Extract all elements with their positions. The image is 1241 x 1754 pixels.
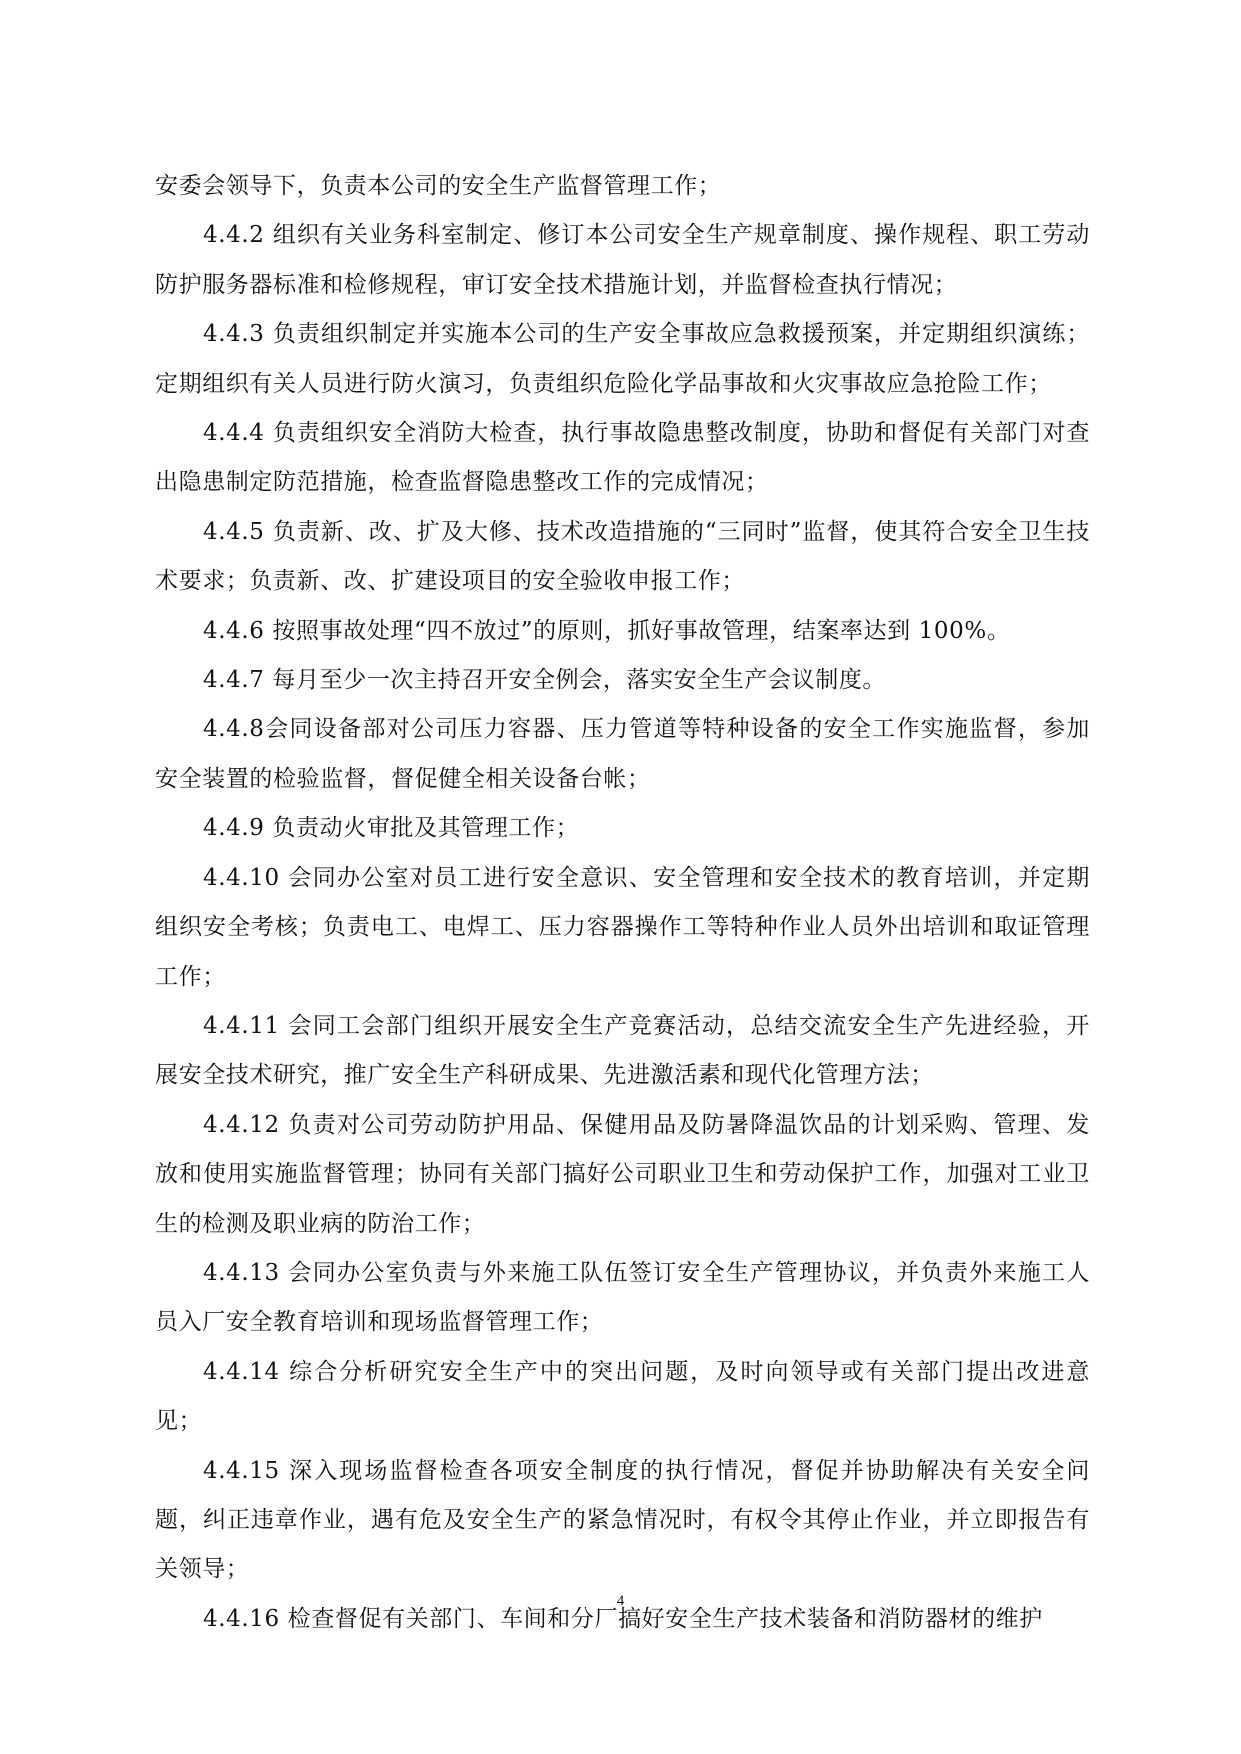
paragraph-4-4-6: 4.4.6 按照事故处理“四不放过”的原则，抓好事故管理，结案率达到 100%。 [203,617,1011,644]
paragraph-4-4-4: 4.4.4 负责组织安全消防大检查，执行事故隐患整改制度，协助和督促有关部门对查出隐患制定防范措施，检查监督隐患整改工作的完成情况； [155,420,1090,496]
paragraph-continuation: 安委会领导下，负责本公司的安全生产监督管理工作； [155,173,722,199]
document-body [155,162,1090,1644]
paragraph-4-4-15: 4.4.15 深入现场监督检查各项安全制度的执行情况，督促并协助解决有关安全问题，纠正违章作业，遇有危及安全生产的紧急情况时，有权令其停止作业，并立即报告有关领导； [155,1457,1090,1583]
paragraph-4-4-3: 4.4.3 负责组织制定并实施本公司的生产安全事故应急救援预案，并定期组织演练；定期组织有关人员进行防火演习，负责组织危险化学品事故和火灾事故应急抢险工作； [155,321,1090,397]
paragraph-4-4-16: 4.4.16 检查督促有关部门、车间和分厂搞好安全生产技术装备和消防器材的维护 [203,1605,1043,1632]
paragraph-4-4-8: 4.4.8会同设备部对公司压力容器、压力管道等特种设备的安全工作实施监督，参加安全装置的检验监督，督促健全相关设备台帐； [155,716,1090,792]
paragraph-4-4-14: 4.4.14 综合分析研究安全生产中的突出问题，及时向领导或有关部门提出改进意见； [155,1358,1090,1435]
paragraph-4-4-12: 4.4.12 负责对公司劳动防护用品、保健用品及防暑降温饮品的计划采购、管理、发放和使用实施监督管理；协同有关部门搞好公司职业卫生和劳动保护工作，加强对工业卫生的检测及职业病的防治工作； [155,1111,1090,1237]
paragraph-4-4-11: 4.4.11 会同工会部门组织开展安全生产竞赛活动，总结交流安全生产先进经验，开展安全技术研究，推广安全生产科研成果、先进激活素和现代化管理方法； [155,1012,1090,1089]
paragraph-4-4-10: 4.4.10 会同办公室对员工进行安全意识、安全管理和安全技术的教育培训，并定期组织安全考核；负责电工、电焊工、压力容器操作工等特种作业人员外出培训和取证管理工作； [155,864,1090,990]
page-number: 4 [616,1593,625,1609]
paragraph-4-4-9: 4.4.9 负责动火审批及其管理工作； [203,815,580,842]
paragraph-4-4-2: 4.4.2 组织有关业务科室制定、修订本公司安全生产规章制度、操作规程、职工劳动防护服务器标准和检修规程，审订安全技术措施计划，并监督检查执行情况； [155,222,1090,298]
paragraph-4-4-5: 4.4.5 负责新、改、扩及大修、技术改造措施的“三同时”监督，使其符合安全卫生技术要求；负责新、改、扩建设项目的安全验收申报工作； [155,518,1090,595]
paragraph-4-4-7: 4.4.7 每月至少一次主持召开安全例会，落实安全生产会议制度。 [203,667,887,694]
paragraph-4-4-13: 4.4.13 会同办公室负责与外来施工队伍签订安全生产管理协议，并负责外来施工人员入厂安全教育培训和现场监督管理工作； [155,1259,1090,1336]
